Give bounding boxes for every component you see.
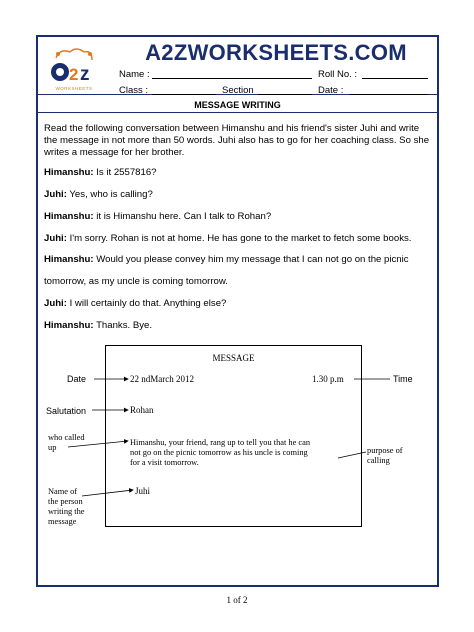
rollno-label: Roll No. : — [318, 69, 358, 80]
message-heading: MESSAGE — [212, 353, 255, 363]
dialogue-line: Juhi: I'm sorry. Rohan is not at home. He has gone to the market to fetch some books. — [44, 233, 412, 244]
dialogue-line: Himanshu: Would you please convey him my message that I can not go on the picnic — [44, 254, 409, 265]
date-annotation: Date — [67, 374, 87, 384]
salutation-annotation: Salutation — [46, 406, 87, 416]
dialogue-line: Himanshu: it is Himanshu here. Can I talk to Rohan? — [44, 211, 272, 222]
message-body: Himanshu, your friend, rang up to tell you that he can not go on the picnic tomorrow as his uncle is coming for a visit tomorrow. — [130, 438, 311, 467]
page-number: 1 of 2 — [226, 595, 248, 605]
class-label: Class : — [119, 85, 149, 96]
who-called-annotation: who called up — [48, 433, 85, 452]
section-label: Section — [222, 85, 254, 96]
svg-text:2: 2 — [69, 65, 79, 84]
purpose-annotation: purpose of calling — [367, 446, 403, 465]
dialogue-line: Juhi: Yes, who is calling? — [44, 189, 153, 200]
writer-annotation: Name of the person writing the message — [48, 487, 85, 526]
message-time: 1.30 p.m — [312, 374, 344, 384]
time-annotation: Time — [393, 374, 413, 384]
date-label: Date : — [318, 85, 344, 96]
logo-subtext: WORKSHEETS — [55, 86, 93, 91]
svg-text:z: z — [80, 64, 90, 85]
message-signature: Juhi — [135, 486, 151, 496]
dialogue-line: Juhi: I will certainly do that. Anything else? — [44, 298, 227, 309]
message-salutation: Rohan — [130, 405, 154, 415]
dialogue-line: Himanshu: Thanks. Bye. — [44, 320, 153, 331]
name-label: Name : — [119, 69, 150, 80]
instructions: Read the following conversation between Himanshu and his friend's sister Juhi and write the message in not more than 50 words. Juhi also has to go for her coaching class. So she writes a message for her brother. — [44, 123, 430, 159]
message-date: 22 ndMarch 2012 — [130, 374, 194, 384]
dialogue-line: tomorrow, as my uncle is coming tomorrow. — [44, 276, 228, 287]
site-brand: A2ZWORKSHEETS.COM — [145, 40, 407, 65]
worksheet-title: MESSAGE WRITING — [194, 100, 281, 110]
dialogue-line: Himanshu: Is it 2557816? — [44, 167, 157, 178]
